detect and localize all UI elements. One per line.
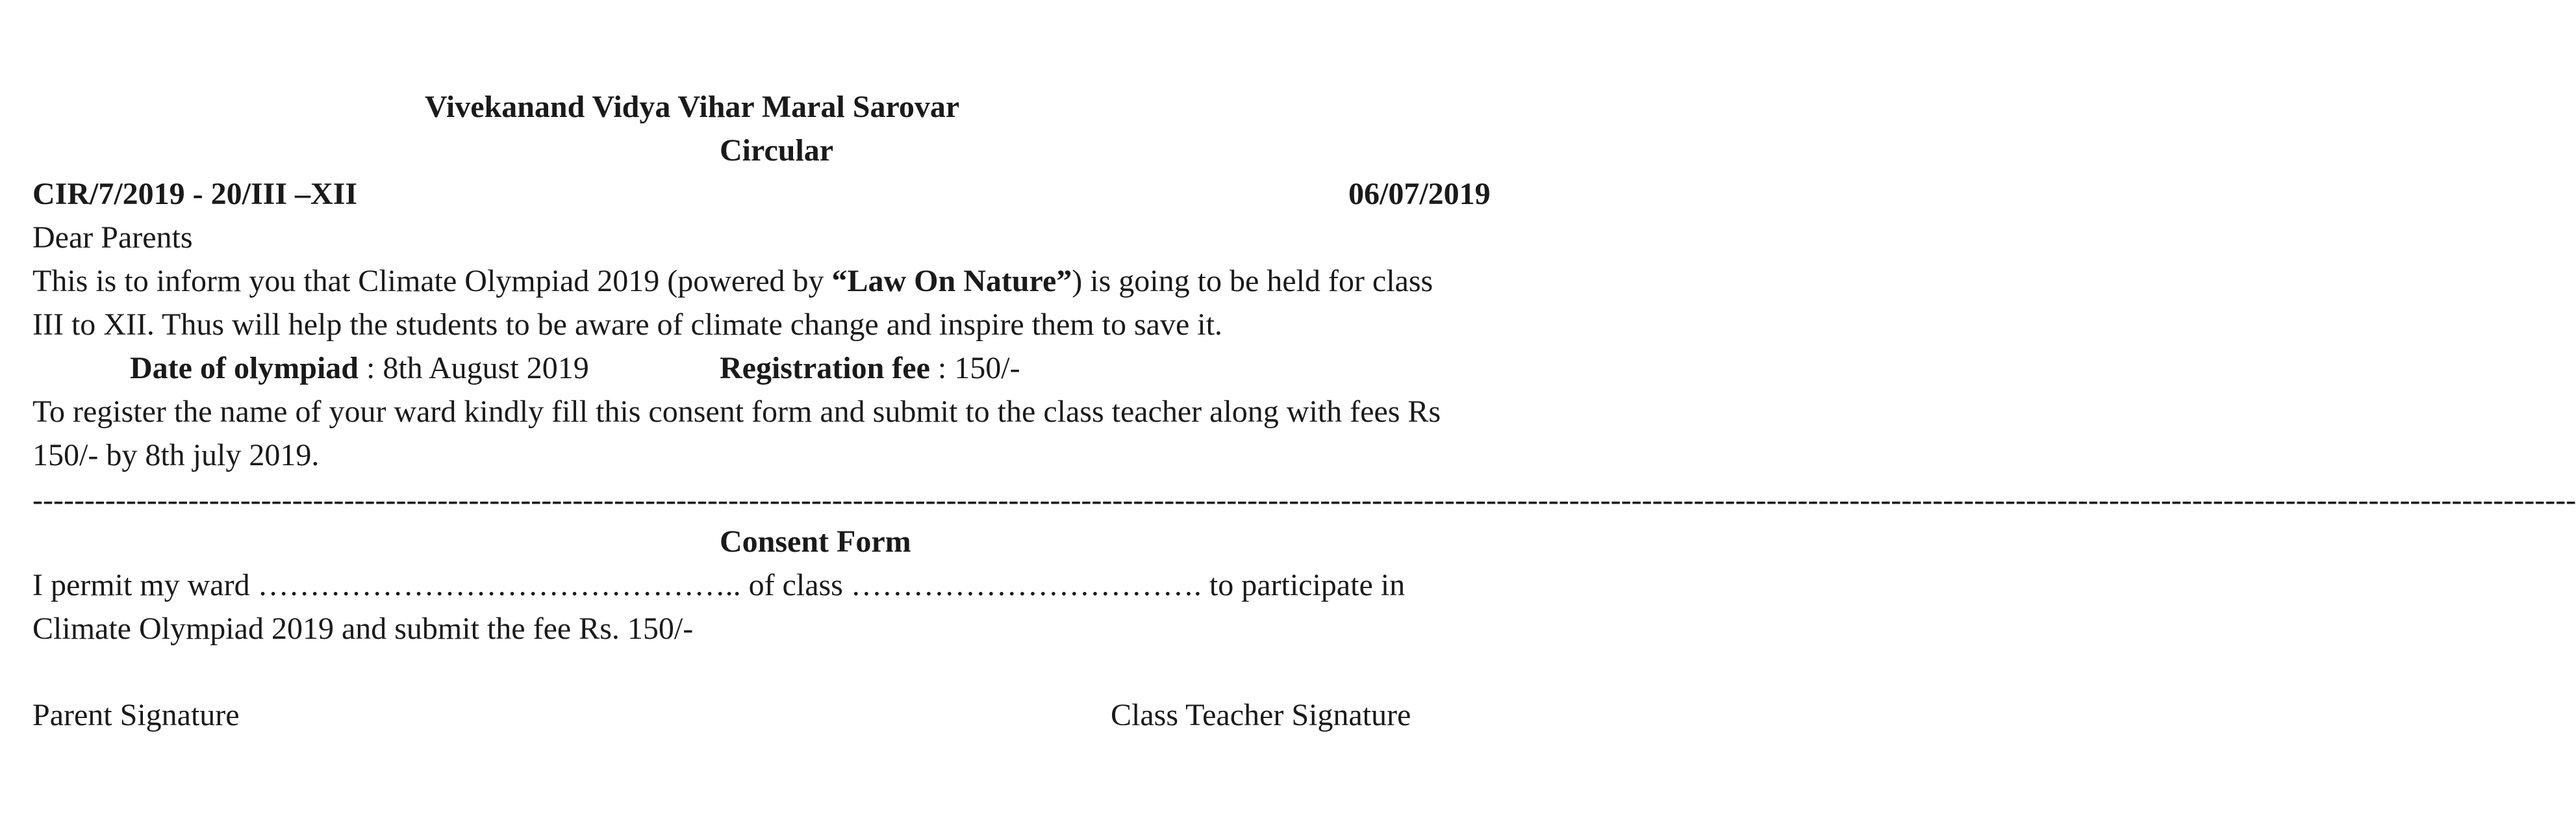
consent-line-1: I permit my ward ……………………………………….. of class ……………………………. to participate in — [32, 568, 1406, 602]
document-type: Circular — [720, 133, 834, 168]
paragraph-1-line-2: III to XII. Thus will help the students to be aware of climate change and inspire them to save it. — [32, 307, 1222, 342]
cut-line-separator: ----------------------------------------------------------------------------------------------------------------------------------------------------------------------------------------------------------------------------------------------------- — [32, 483, 2576, 517]
circular-date: 06/07/2019 — [1348, 177, 1491, 211]
paragraph-1-text-b: ) is going to be held for class — [1072, 264, 1433, 298]
law-on-nature-text: “Law On Nature” — [831, 264, 1072, 298]
paragraph-2-line-2: 150/- by 8th july 2019. — [32, 438, 320, 472]
paragraph-1-text-a: This is to inform you that Climate Olympiad 2019 (powered by — [32, 264, 832, 298]
class-teacher-signature-label: Class Teacher Signature — [1111, 698, 1411, 732]
olympiad-date-row — [130, 347, 589, 390]
consent-form-title: Consent Form — [720, 524, 911, 559]
paragraph-1-line-1 — [32, 260, 1433, 303]
registration-fee-label: Registration fee — [720, 351, 930, 385]
school-name: Vivekanand Vidya Vihar Maral Sarovar — [425, 90, 960, 124]
parent-signature-label: Parent Signature — [32, 698, 240, 732]
olympiad-date-label: Date of olympiad — [130, 351, 359, 385]
reference-number: CIR/7/2019 - 20/III –XII — [32, 177, 358, 211]
registration-fee-row — [720, 347, 1020, 390]
paragraph-2-line-1: To register the name of your ward kindly fill this consent form and submit to the class teacher along with fees Rs — [32, 394, 1441, 429]
registration-fee-value: : 150/- — [929, 351, 1020, 385]
salutation: Dear Parents — [32, 220, 193, 255]
consent-line-2: Climate Olympiad 2019 and submit the fee Rs. 150/- — [32, 611, 694, 646]
olympiad-date-value: : 8th August 2019 — [358, 351, 589, 385]
